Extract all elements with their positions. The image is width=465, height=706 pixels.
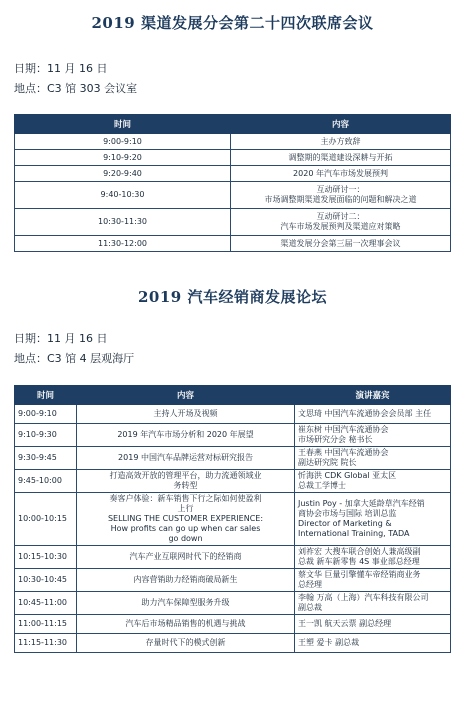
content-line: 主办方致辞 xyxy=(320,136,361,146)
content-line: 上行 xyxy=(177,504,194,513)
speaker-line: Justin Poy - 加拿大延龄草汽车经销 xyxy=(298,499,425,508)
content-line: 互动研讨一： xyxy=(316,185,365,194)
content-cell xyxy=(231,209,451,236)
speaker-line: 副总裁 xyxy=(298,603,322,612)
content-line: 汽车后市场精品销售的机遇与挑战 xyxy=(125,619,246,628)
speaker-cell xyxy=(295,447,451,470)
table-row xyxy=(15,546,451,569)
table-row xyxy=(15,493,451,546)
content-line: 2019 中国汽车品牌运营对标研究报告 xyxy=(118,453,253,462)
content-line: go down xyxy=(168,534,203,543)
forum1-rows xyxy=(15,134,451,252)
time-cell: 9:10-9:20 xyxy=(15,150,231,166)
content-cell xyxy=(77,470,295,493)
content-cell xyxy=(77,447,295,470)
table-row xyxy=(15,209,451,236)
content-line: 奏客户体验：新车销售下行之际如何使盈利 xyxy=(109,494,262,503)
forum1-title: 2019 渠道发展分会第二十四次联席会议 xyxy=(91,14,374,32)
table-row xyxy=(15,470,451,493)
speaker-line: 王塑 爱卡 副总裁 xyxy=(298,638,360,647)
forum1-location: 地点：C3 馆 303 会议室 xyxy=(14,82,138,95)
time-cell: 9:20-9:40 xyxy=(15,166,231,182)
speaker-line: 忻海洪 CDK Global 亚太区 xyxy=(298,471,397,480)
speaker-line: International Training, TADA xyxy=(298,529,410,538)
content-line: How profits can go up when car sales xyxy=(110,524,261,533)
forum2-title: 2019 汽车经销商发展论坛 xyxy=(138,288,327,306)
table-header-row xyxy=(15,386,451,405)
table-row xyxy=(15,569,451,592)
time-cell: 10:15-10:30 xyxy=(15,546,77,569)
col-header-time: 时间 xyxy=(15,115,231,134)
content-line: 汽车产业互联网时代下的经销商 xyxy=(129,552,242,561)
table-header-row xyxy=(15,115,451,134)
content-line: 2020 年汽车市场发展预判 xyxy=(293,168,388,178)
content-cell xyxy=(231,166,451,182)
time-cell: 11:30-12:00 xyxy=(15,236,231,252)
time-cell: 9:00-9:10 xyxy=(15,405,77,424)
content-cell xyxy=(77,615,295,634)
speaker-cell xyxy=(295,493,451,546)
time-cell: 10:30-11:30 xyxy=(15,209,231,236)
content-cell xyxy=(231,150,451,166)
content-line: 市场调整期渠道发展面临的问题和解决之道 xyxy=(264,195,417,204)
table-row xyxy=(15,182,451,209)
forum2-rows xyxy=(15,405,451,653)
table-row xyxy=(15,424,451,447)
table-row xyxy=(15,166,451,182)
content-cell xyxy=(231,236,451,252)
table-row xyxy=(15,134,451,150)
table-row xyxy=(15,615,451,634)
speaker-line: 总经理 xyxy=(298,580,322,589)
content-line: 2019 年汽车市场分析和 2020 年展望 xyxy=(117,430,254,439)
time-cell: 10:30-10:45 xyxy=(15,569,77,592)
speaker-line: 总裁 新车新零售 4S 事业部总经理 xyxy=(298,557,420,566)
speaker-cell xyxy=(295,634,451,653)
speaker-line: 商协会市场与国际 培训总监 xyxy=(298,509,397,518)
table-row xyxy=(15,634,451,653)
time-cell: 9:30-9:45 xyxy=(15,447,77,470)
speaker-cell xyxy=(295,546,451,569)
time-cell: 9:45-10:00 xyxy=(15,470,77,493)
content-cell xyxy=(77,546,295,569)
speaker-line: 崔东树 中国汽车流通协会 xyxy=(298,425,389,434)
content-cell xyxy=(231,182,451,209)
time-cell: 10:00-10:15 xyxy=(15,493,77,546)
time-cell: 9:00-9:10 xyxy=(15,134,231,150)
content-line: 互动研讨二： xyxy=(316,212,365,221)
speaker-cell xyxy=(295,424,451,447)
forum2-date: 日期：11 月 16 日 xyxy=(14,332,108,345)
content-line: SELLING THE CUSTOMER EXPERIENCE: xyxy=(107,514,264,523)
content-cell xyxy=(77,493,295,546)
speaker-cell xyxy=(295,615,451,634)
content-line: 内容营销助力经销商破局新生 xyxy=(133,575,238,584)
content-cell xyxy=(77,405,295,424)
col-header-content: 内容 xyxy=(77,386,295,405)
time-cell: 9:10-9:30 xyxy=(15,424,77,447)
time-cell: 11:15-11:30 xyxy=(15,634,77,653)
forum1-schedule-table xyxy=(14,114,451,252)
forum1-date: 日期：11 月 16 日 xyxy=(14,62,108,75)
speaker-line: 市场研究分会 秘书长 xyxy=(298,435,373,444)
col-header-content: 内容 xyxy=(231,115,451,134)
content-line: 主持人开场及视频 xyxy=(153,409,218,418)
content-cell xyxy=(77,592,295,615)
col-header-time: 时间 xyxy=(15,386,77,405)
content-cell xyxy=(231,134,451,150)
speaker-cell xyxy=(295,405,451,424)
time-cell: 9:40-10:30 xyxy=(15,182,231,209)
speaker-line: 李翰 万高（上海）汽车科技有限公司 xyxy=(298,593,429,602)
forum2-location: 地点：C3 馆 4 层观海厅 xyxy=(14,352,135,365)
speaker-line: 王春燕 中国汽车流通协会 xyxy=(298,448,389,457)
table-row xyxy=(15,236,451,252)
time-cell: 10:45-11:00 xyxy=(15,592,77,615)
table-row xyxy=(15,447,451,470)
content-line: 存量时代下的模式创新 xyxy=(145,638,226,647)
content-line: 务转型 xyxy=(173,481,198,490)
content-line: 汽车市场发展预判及渠道应对策略 xyxy=(280,222,401,231)
content-line: 调整期的渠道建设深耕与开拓 xyxy=(288,152,393,162)
speaker-line: 副达研究院 院长 xyxy=(298,458,357,467)
speaker-line: 总裁工学博士 xyxy=(298,481,346,490)
col-header-speaker: 演讲嘉宾 xyxy=(295,386,451,405)
table-row xyxy=(15,150,451,166)
content-line: 打造高效开放的管理平台，助力流通领域业 xyxy=(109,471,262,480)
content-cell xyxy=(77,569,295,592)
content-cell xyxy=(77,634,295,653)
content-line: 助力汽车保障型服务升级 xyxy=(141,598,230,607)
speaker-line: Director of Marketing & xyxy=(298,519,392,528)
speaker-cell xyxy=(295,470,451,493)
speaker-line: 刘祚宏 大搜车联合创始人兼高级副 xyxy=(298,547,421,556)
table-row xyxy=(15,405,451,424)
speaker-line: 王一凯 航天云票 副总经理 xyxy=(298,619,392,628)
time-cell: 11:00-11:15 xyxy=(15,615,77,634)
speaker-cell xyxy=(295,569,451,592)
speaker-line: 蔡文华 巨量引擎懂车帝经销商业务 xyxy=(298,570,421,579)
content-cell xyxy=(77,424,295,447)
speaker-line: 文思琦 中国汽车流通协会会员部 主任 xyxy=(298,409,432,418)
content-line: 渠道发展分会第三届一次理事会议 xyxy=(280,238,401,248)
table-row xyxy=(15,592,451,615)
speaker-cell xyxy=(295,592,451,615)
forum2-schedule-table xyxy=(14,385,451,653)
